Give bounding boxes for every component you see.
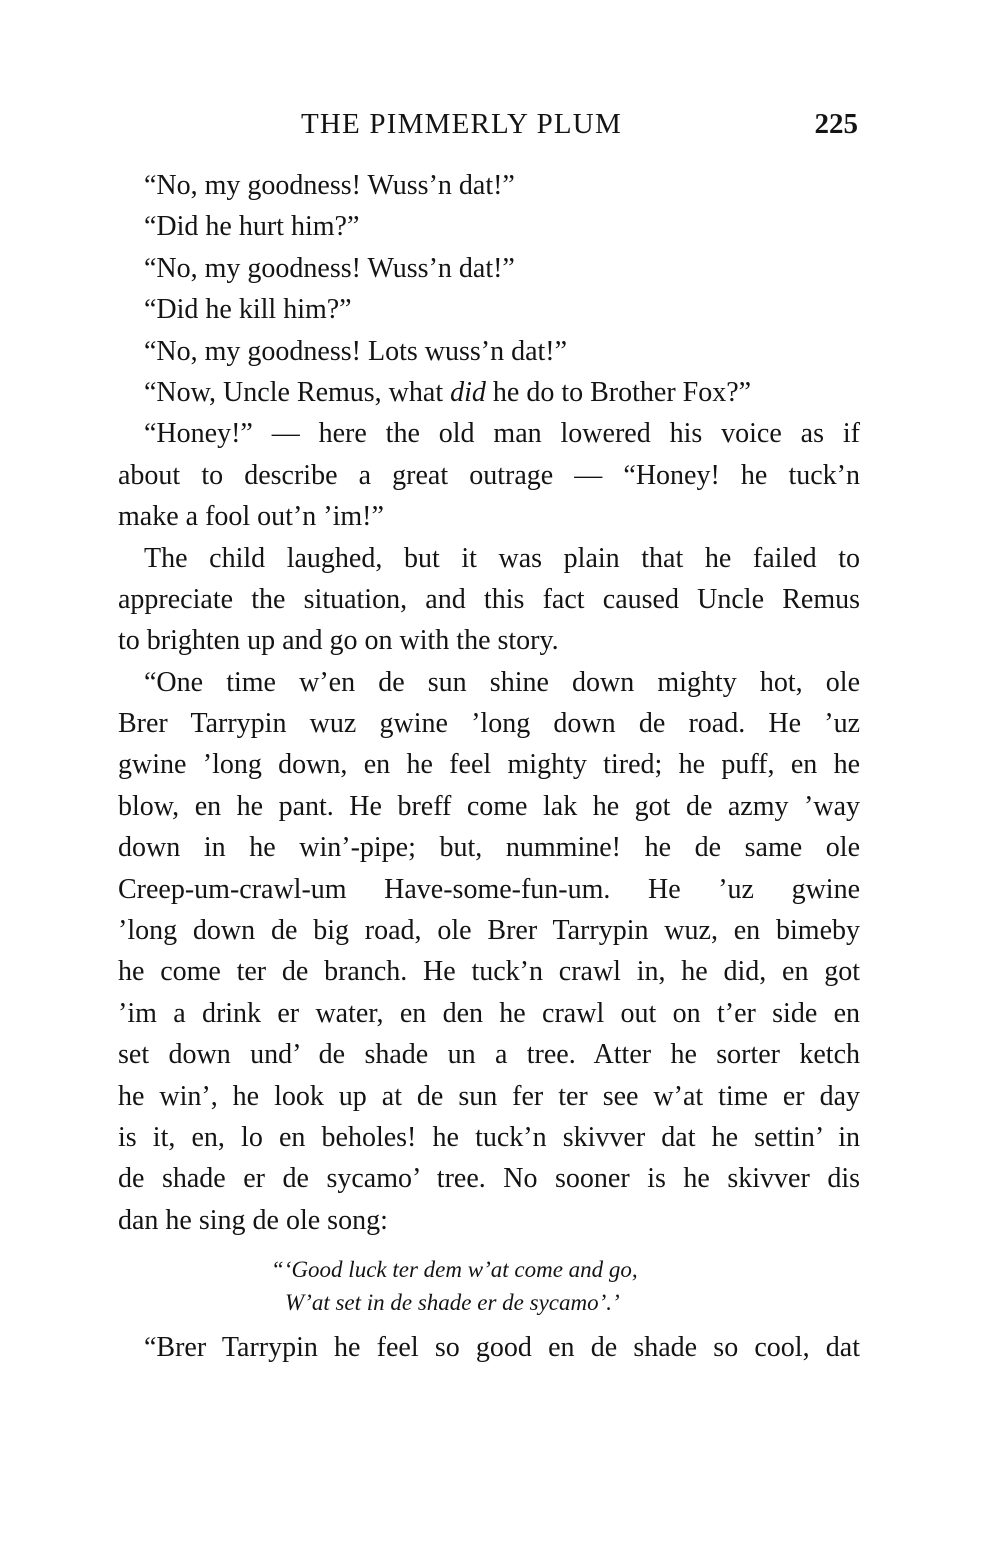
- text-line: he win’, he look up at de sun fer ter see w’at time er day: [118, 1080, 860, 1112]
- verse-line: W’at set in de shade er de sycamo’.’: [285, 1290, 620, 1316]
- text-line: appreciate the situation, and this fact caused Uncle Remus: [118, 583, 860, 615]
- text-line: “No, my goodness! Wuss’n dat!”: [144, 170, 515, 201]
- text-line: to brighten up and go on with the story.: [118, 625, 559, 657]
- text-line: “Did he hurt him?”: [144, 211, 360, 243]
- text-line: about to describe a great outrage — “Honey! he tuck’n: [118, 459, 860, 491]
- text-line: “One time w’en de sun shine down mighty hot, ole: [144, 666, 860, 698]
- text-line: is it, en, lo en beholes! he tuck’n skivver dat he settin’ in: [118, 1121, 860, 1153]
- text-line: “No, my goodness! Lots wuss’n dat!”: [144, 335, 568, 367]
- text-line: “No, my goodness! Wuss’n dat!”: [144, 252, 515, 284]
- text-line: he come ter de branch. He tuck’n crawl in, he did, en got: [118, 956, 860, 988]
- text-line: Creep-um-crawl-um Have-some-fun-um. He ’uz gwine: [118, 873, 860, 905]
- text-line: gwine ’long down, en he feel mighty tired; he puff, en he: [118, 749, 860, 781]
- text-line: “Honey!” — here the old man lowered his voice as if: [144, 418, 860, 450]
- text-line: ’im a drink er water, en den he crawl out on t’er side en: [118, 997, 860, 1029]
- text-line: “Brer Tarrypin he feel so good en de shade so cool, dat: [144, 1332, 860, 1364]
- text-line: The child laughed, but it was plain that he failed to: [144, 542, 860, 574]
- text-line: set down und’ de shade un a tree. Atter he sorter ketch: [118, 1039, 860, 1071]
- text-line: blow, en he pant. He breff come lak he got de azmy ’way: [118, 790, 860, 822]
- text-line: make a fool out’n ’im!”: [118, 501, 384, 533]
- text-line: ’long down de big road, ole Brer Tarrypin wuz, en bimeby: [118, 915, 860, 947]
- text-line: de shade er de sycamo’ tree. No sooner is he skivver dis: [118, 1163, 860, 1195]
- emphasis: did: [450, 376, 486, 408]
- song-verse: [118, 1253, 860, 1319]
- running-title: THE PIMMERLY PLUM: [301, 108, 622, 140]
- text-line: dan he sing de ole song:: [118, 1204, 388, 1236]
- page-number: 225: [814, 108, 858, 140]
- body-text: [118, 165, 860, 1369]
- text-line: “Did he kill him?”: [144, 294, 352, 326]
- text-line: “Now, Uncle Remus, what did he do to Brother Fox?”: [144, 376, 752, 408]
- text-line: Brer Tarrypin wuz gwine ’long down de road. He ’uz: [118, 708, 860, 740]
- running-head: [118, 108, 860, 148]
- text-line: down in he win’-pipe; but, nummine! he de same ole: [118, 832, 860, 864]
- verse-line: “‘Good luck ter dem w’at come and go,: [271, 1257, 638, 1283]
